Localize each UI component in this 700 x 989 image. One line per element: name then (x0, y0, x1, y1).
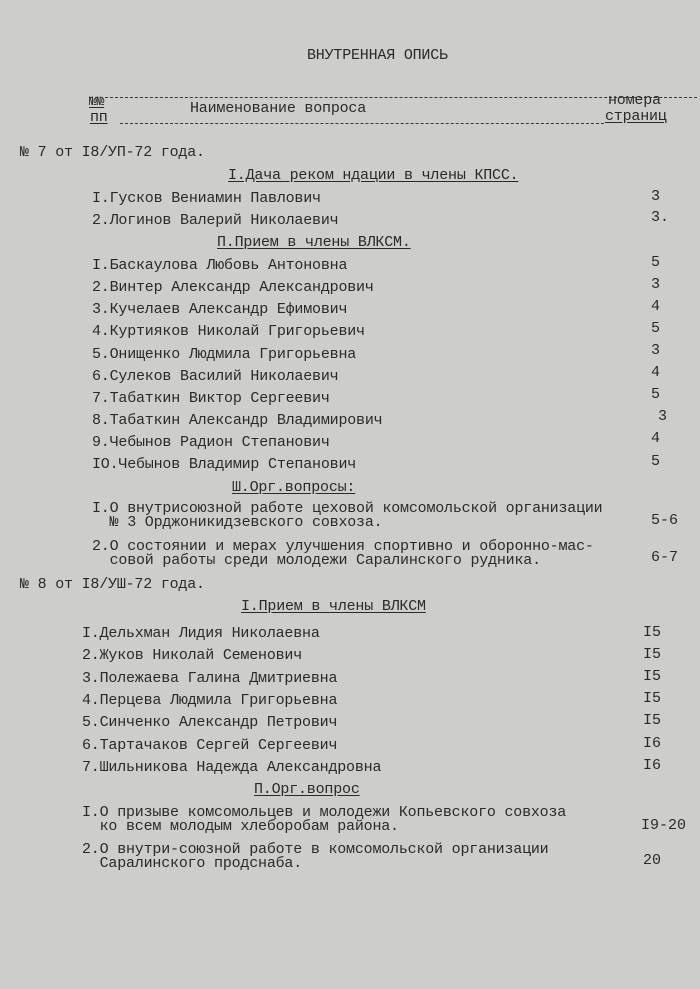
header-col-pages-top: номера (608, 92, 661, 109)
page-number: 5-6 (651, 512, 679, 529)
page-number: I5 (643, 712, 662, 729)
header-col-number-bottom: пп (90, 109, 108, 126)
list-item: ко всем молодым хлеборобам района. (82, 818, 399, 835)
page-number: 3 (651, 276, 661, 293)
list-item: I.Гусков Вениамин Павлович (92, 190, 321, 207)
page-number: 3 (658, 408, 668, 425)
page-number: I9-20 (641, 817, 687, 834)
page-number: 5 (651, 453, 661, 470)
list-item: 9.Чебынов Радион Степанович (92, 434, 330, 451)
header-bottom-rule (120, 123, 604, 124)
page-number: 3. (651, 209, 670, 226)
list-item: 6.Тартачаков Сергей Сергеевич (82, 737, 338, 754)
page-number: I5 (643, 690, 662, 707)
list-item: I.Баскаулова Любовь Антоновна (92, 257, 348, 274)
list-item: 5.Синченко Александр Петрович (82, 714, 338, 731)
list-item: 4.Перцева Людмила Григорьевна (82, 692, 338, 709)
page-number: 3 (651, 188, 661, 205)
list-item: Саралинского продснаба. (82, 855, 303, 872)
protocol-8-heading: № 8 от I8/УШ-72 года. (20, 576, 205, 593)
page-number: 5 (651, 320, 661, 337)
list-item: 2.Винтер Александр Александрович (92, 279, 374, 296)
list-item: 2.О внутри-союзной работе в комсомольской организации (82, 841, 549, 858)
p8-section-2-title: П.Орг.вопрос (254, 781, 360, 798)
document-title: ВНУТРЕННАЯ ОПИСЬ (307, 47, 448, 64)
page-number: I5 (643, 624, 662, 641)
list-item: № 3 Орджоникидзевского совхоза. (92, 514, 383, 531)
list-item: 3.Полежаева Галина Дмитриевна (82, 670, 338, 687)
page-number: 5 (651, 386, 661, 403)
p7-section-1-title: I.Дача реком ндации в члены КПСС. (228, 167, 519, 184)
list-item: I.О призыве комсомольцев и молодежи Копьевского совхоза (82, 804, 567, 821)
p7-section-3-title: Ш.Орг.вопросы: (232, 479, 356, 496)
page-number: 4 (651, 430, 661, 447)
page-number: I5 (643, 668, 662, 685)
list-item: совой работы среди молодежи Саралинского рудника. (92, 552, 541, 569)
page-number: 4 (651, 364, 661, 381)
page-number: 3 (651, 342, 661, 359)
list-item: 2.О состоянии и мерах улучшения спортивно и оборонно-мас- (92, 538, 594, 555)
list-item: 6.Сулеков Василий Николаевич (92, 368, 339, 385)
list-item: 7.Табаткин Виктор Сергеевич (92, 390, 330, 407)
header-col-number-top: №№ (89, 94, 105, 109)
list-item: 2.Логинов Валерий Николаевич (92, 212, 339, 229)
p8-section-1-title: I.Прием в члены ВЛКСМ (241, 598, 426, 615)
list-item: 7.Шильникова Надежда Александровна (82, 759, 382, 776)
list-item: 3.Кучелаев Александр Ефимович (92, 301, 348, 318)
page-number: 6-7 (651, 549, 679, 566)
list-item: I.Дельхман Лидия Николаевна (82, 625, 320, 642)
p7-section-2-title: П.Прием в члены ВЛКСМ. (217, 234, 411, 251)
list-item: 2.Жуков Николай Семенович (82, 647, 303, 664)
list-item: 4.Куртияков Николай Григорьевич (92, 323, 365, 340)
list-item: IO.Чебынов Владимир Степанович (92, 456, 357, 473)
page-number: 20 (643, 852, 662, 869)
page-number: 4 (651, 298, 661, 315)
page-number: I6 (643, 757, 662, 774)
page-number: I6 (643, 735, 662, 752)
page-number: 5 (651, 254, 661, 271)
list-item: I.О внутрисоюзной работе цеховой комсомольской организации (92, 500, 603, 517)
header-top-rule (90, 97, 697, 98)
protocol-7-heading: № 7 от I8/УП-72 года. (20, 144, 205, 161)
header-col-name: Наименование вопроса (190, 100, 367, 117)
page-number: I5 (643, 646, 662, 663)
list-item: 5.Онищенко Людмила Григорьевна (92, 346, 357, 363)
header-col-pages-bottom: страниц (605, 108, 667, 125)
list-item: 8.Табаткин Александр Владимирович (92, 412, 383, 429)
